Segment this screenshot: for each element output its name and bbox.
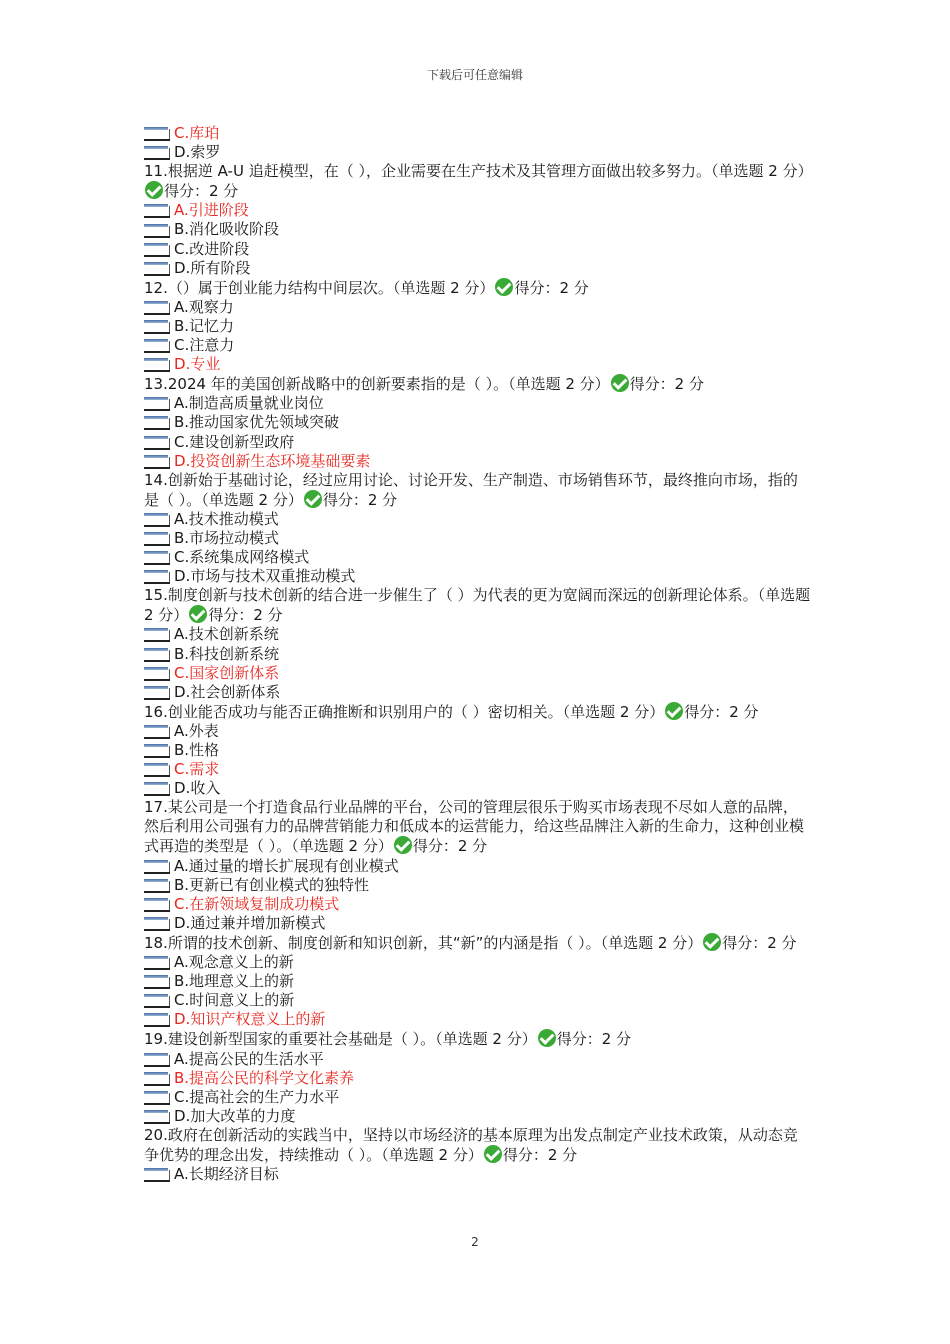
- option-label: D.通过兼并增加新模式: [174, 913, 326, 932]
- answer-option[interactable]: [144, 124, 812, 143]
- option-label: D.知识产权意义上的新: [174, 1010, 326, 1029]
- answer-option[interactable]: [144, 143, 812, 162]
- radio-button-icon[interactable]: [144, 454, 170, 469]
- option-label: C.需求: [174, 760, 220, 779]
- question-block: [144, 374, 812, 470]
- option-label: B.地理意义上的新: [174, 972, 295, 991]
- question-block: [144, 1126, 812, 1184]
- checkmark-icon: [394, 836, 412, 854]
- radio-button-icon[interactable]: [144, 357, 170, 372]
- checkmark-icon: [484, 1145, 502, 1163]
- radio-button-icon[interactable]: [144, 1109, 170, 1124]
- option-label: B.记忆力: [174, 316, 235, 335]
- radio-button-icon[interactable]: [144, 550, 170, 565]
- answer-option[interactable]: [144, 741, 812, 760]
- answer-option[interactable]: [144, 625, 812, 644]
- radio-button-icon[interactable]: [144, 319, 170, 334]
- checkmark-icon: [611, 374, 629, 392]
- radio-button-icon[interactable]: [144, 974, 170, 989]
- question-block: [144, 1029, 812, 1125]
- answer-option[interactable]: [144, 953, 812, 972]
- option-label: D.所有阶段: [174, 258, 251, 277]
- answer-option[interactable]: [144, 394, 812, 413]
- radio-button-icon[interactable]: [144, 415, 170, 430]
- question-text: [144, 471, 812, 510]
- radio-button-icon[interactable]: [144, 242, 170, 257]
- question-text: [144, 586, 812, 625]
- question-text: [144, 278, 812, 298]
- score-text: 得分：2 分: [412, 837, 488, 856]
- answer-option[interactable]: [144, 1010, 812, 1029]
- option-label: B.推动国家优先领域突破: [174, 413, 340, 432]
- answer-option[interactable]: [144, 529, 812, 548]
- question-block: [144, 798, 812, 933]
- question-stem: 19.建设创新型国家的重要社会基础是（ ）。（单选题 2 分）: [144, 1030, 537, 1049]
- score-text: 得分：2 分: [556, 1030, 632, 1049]
- radio-button-icon[interactable]: [144, 569, 170, 584]
- radio-button-icon[interactable]: [144, 1012, 170, 1027]
- score-text: 得分：2 分: [208, 606, 283, 625]
- answer-option[interactable]: [144, 259, 812, 278]
- option-label: B.提高公民的科学文化素养: [174, 1068, 355, 1087]
- option-label: C.国家创新体系: [174, 663, 280, 682]
- option-label: D.收入: [174, 779, 221, 798]
- radio-button-icon[interactable]: [144, 1167, 170, 1182]
- score-text: 得分：2 分: [164, 182, 239, 201]
- checkmark-icon: [665, 702, 683, 720]
- question-text: [144, 702, 812, 722]
- question-text: [144, 933, 812, 953]
- radio-button-icon[interactable]: [144, 897, 170, 912]
- question-block: [144, 586, 812, 702]
- option-label: C.时间意义上的新: [174, 991, 295, 1010]
- answer-option[interactable]: [144, 433, 812, 452]
- answer-option[interactable]: [144, 1069, 812, 1088]
- option-label: C.系统集成网络模式: [174, 548, 310, 567]
- radio-button-icon[interactable]: [144, 396, 170, 411]
- option-label: A.观察力: [174, 297, 234, 316]
- radio-button-icon[interactable]: [144, 512, 170, 527]
- answer-option[interactable]: [144, 1165, 812, 1184]
- option-label: C.在新领域复制成功模式: [174, 894, 340, 913]
- answer-option[interactable]: [144, 779, 812, 798]
- question-stem: 18.所谓的技术创新、制度创新和知识创新，其“新”的内涵是指（ ）。（单选题 2 分）: [144, 933, 703, 952]
- question-block: [144, 162, 812, 278]
- option-label: A.长期经济目标: [174, 1165, 279, 1184]
- answer-option[interactable]: [144, 991, 812, 1010]
- option-label: D.社会创新体系: [174, 682, 281, 701]
- option-label: C.注意力: [174, 336, 235, 355]
- option-label: D.专业: [174, 355, 221, 374]
- radio-button-icon[interactable]: [144, 743, 170, 758]
- question-text: [144, 1029, 812, 1049]
- answer-option[interactable]: [144, 972, 812, 991]
- radio-button-icon[interactable]: [144, 859, 170, 874]
- question-text: [144, 374, 812, 394]
- radio-button-icon[interactable]: [144, 1071, 170, 1086]
- radio-button-icon[interactable]: [144, 531, 170, 546]
- answer-option[interactable]: [144, 240, 812, 259]
- radio-button-icon[interactable]: [144, 203, 170, 218]
- answer-option[interactable]: [144, 1050, 812, 1069]
- question-block: [144, 471, 812, 587]
- radio-button-icon[interactable]: [144, 685, 170, 700]
- radio-button-icon[interactable]: [144, 435, 170, 450]
- answer-option[interactable]: [144, 201, 812, 220]
- answer-option[interactable]: [144, 895, 812, 914]
- option-label: A.观念意义上的新: [174, 953, 294, 972]
- option-label: B.更新已有创业模式的独特性: [174, 875, 370, 894]
- option-label: A.技术推动模式: [174, 509, 279, 528]
- checkmark-icon: [304, 490, 322, 508]
- question-block: [144, 702, 812, 798]
- question-stem: 20.政府在创新活动的实践当中，坚持以市场经济的基本原理为出发点制定产业技术政策，从动态竞争优势的理念出发，持续推动（ ）。（单选题 2 分）: [144, 1125, 798, 1164]
- radio-button-icon[interactable]: [144, 1090, 170, 1105]
- option-label: A.通过量的增长扩展现有创业模式: [174, 856, 399, 875]
- radio-button-icon[interactable]: [144, 955, 170, 970]
- answer-option[interactable]: [144, 413, 812, 432]
- answer-option[interactable]: [144, 664, 812, 683]
- option-label: D.投资创新生态环境基础要素: [174, 451, 371, 470]
- answer-option[interactable]: [144, 760, 812, 779]
- answer-option[interactable]: [144, 452, 812, 471]
- option-label: A.提高公民的生活水平: [174, 1049, 324, 1068]
- score-text: 得分：2 分: [629, 375, 704, 394]
- radio-button-icon[interactable]: [144, 126, 170, 141]
- question-text: [144, 798, 812, 856]
- question-block: [144, 278, 812, 374]
- option-label: B.消化吸收阶段: [174, 220, 280, 239]
- page-number: 2: [471, 1235, 479, 1249]
- radio-button-icon[interactable]: [144, 223, 170, 238]
- option-label: A.外表: [174, 721, 219, 740]
- score-text: 得分：2 分: [684, 702, 759, 721]
- question-stem: 13.2024 年的美国创新战略中的创新要素指的是（ ）。（单选题 2 分）: [144, 375, 610, 394]
- option-label: C.提高社会的生产力水平: [174, 1087, 340, 1106]
- option-label: D.市场与技术双重推动模式: [174, 567, 356, 586]
- option-label: C.改进阶段: [174, 239, 250, 258]
- option-label: C.库珀: [174, 124, 220, 142]
- answer-option[interactable]: [144, 683, 812, 702]
- question-block: [144, 933, 812, 1029]
- quiz-content: [144, 124, 812, 1184]
- option-label: D.加大改革的力度: [174, 1106, 296, 1125]
- answer-option[interactable]: [144, 548, 812, 567]
- radio-button-icon[interactable]: [144, 1052, 170, 1067]
- radio-button-icon[interactable]: [144, 338, 170, 353]
- answer-option[interactable]: [144, 857, 812, 876]
- answer-option[interactable]: [144, 1107, 812, 1126]
- option-label: B.科技创新系统: [174, 644, 280, 663]
- radio-button-icon[interactable]: [144, 878, 170, 893]
- score-text: 得分：2 分: [722, 933, 797, 952]
- option-label: B.市场拉动模式: [174, 528, 280, 547]
- question-stem: 17.某公司是一个打造食品行业品牌的平台，公司的管理层很乐于购买市场表现不尽如人意的品牌，然后利用公司强有力的品牌营销能力和低成本的运营能力，给这些品牌注入新的生命力，这种创业模式再造的类型是（ ）。（单选题 2 分）: [144, 798, 805, 856]
- answer-option[interactable]: [144, 645, 812, 664]
- option-label: D.索罗: [174, 143, 221, 162]
- radio-button-icon[interactable]: [144, 762, 170, 777]
- radio-button-icon[interactable]: [144, 666, 170, 681]
- answer-option[interactable]: [144, 722, 812, 741]
- answer-option[interactable]: [144, 510, 812, 529]
- checkmark-icon: [189, 605, 207, 623]
- checkmark-icon: [538, 1029, 556, 1047]
- question-stem: 12.（）属于创业能力结构中间层次。（单选题 2 分）: [144, 278, 495, 297]
- radio-button-icon[interactable]: [144, 916, 170, 931]
- question-text: [144, 162, 812, 201]
- option-label: A.制造高质量就业岗位: [174, 394, 324, 413]
- question-text: [144, 1126, 812, 1165]
- radio-button-icon[interactable]: [144, 993, 170, 1008]
- checkmark-icon: [703, 933, 721, 951]
- answer-option[interactable]: [144, 1088, 812, 1107]
- question-stem: 16.创业能否成功与能否正确推断和识别用户的（ ）密切相关。（单选题 2 分）: [144, 702, 665, 721]
- answer-option[interactable]: [144, 298, 812, 317]
- radio-button-icon[interactable]: [144, 781, 170, 796]
- answer-option[interactable]: [144, 914, 812, 933]
- checkmark-icon: [145, 181, 163, 199]
- score-text: 得分：2 分: [514, 278, 589, 297]
- question-stem: 11.根据逆 A-U 追赶模型，在（ ），企业需要在生产技术及其管理方面做出较多努力。（单选题 2 分）: [144, 162, 813, 181]
- answer-option[interactable]: [144, 220, 812, 239]
- option-label: B.性格: [174, 741, 220, 759]
- answer-option[interactable]: [144, 317, 812, 336]
- score-text: 得分：2 分: [322, 490, 398, 509]
- answer-option[interactable]: [144, 336, 812, 355]
- question-stem: 15.制度创新与技术创新的结合进一步催生了（ ）为代表的更为宽阔而深远的创新理论体系。（单选题 2 分）: [144, 586, 811, 625]
- radio-button-icon[interactable]: [144, 647, 170, 662]
- answer-option[interactable]: [144, 876, 812, 895]
- radio-button-icon[interactable]: [144, 145, 170, 160]
- answer-option[interactable]: [144, 355, 812, 374]
- radio-button-icon[interactable]: [144, 261, 170, 276]
- radio-button-icon[interactable]: [144, 300, 170, 315]
- checkmark-icon: [495, 278, 513, 296]
- radio-button-icon[interactable]: [144, 627, 170, 642]
- question-stem: 14.创新始于基础讨论，经过应用讨论、讨论开发、生产制造、市场销售环节，最终推向市场，指的是（ ）。（单选题 2 分）: [144, 470, 798, 509]
- option-label: A.技术创新系统: [174, 625, 279, 644]
- option-label: C.建设创新型政府: [174, 432, 295, 451]
- answer-option[interactable]: [144, 567, 812, 586]
- page-header: 下载后可任意编辑: [426, 68, 523, 82]
- radio-button-icon[interactable]: [144, 724, 170, 739]
- score-text: 得分：2 分: [502, 1145, 578, 1164]
- option-label: A.引进阶段: [174, 201, 249, 220]
